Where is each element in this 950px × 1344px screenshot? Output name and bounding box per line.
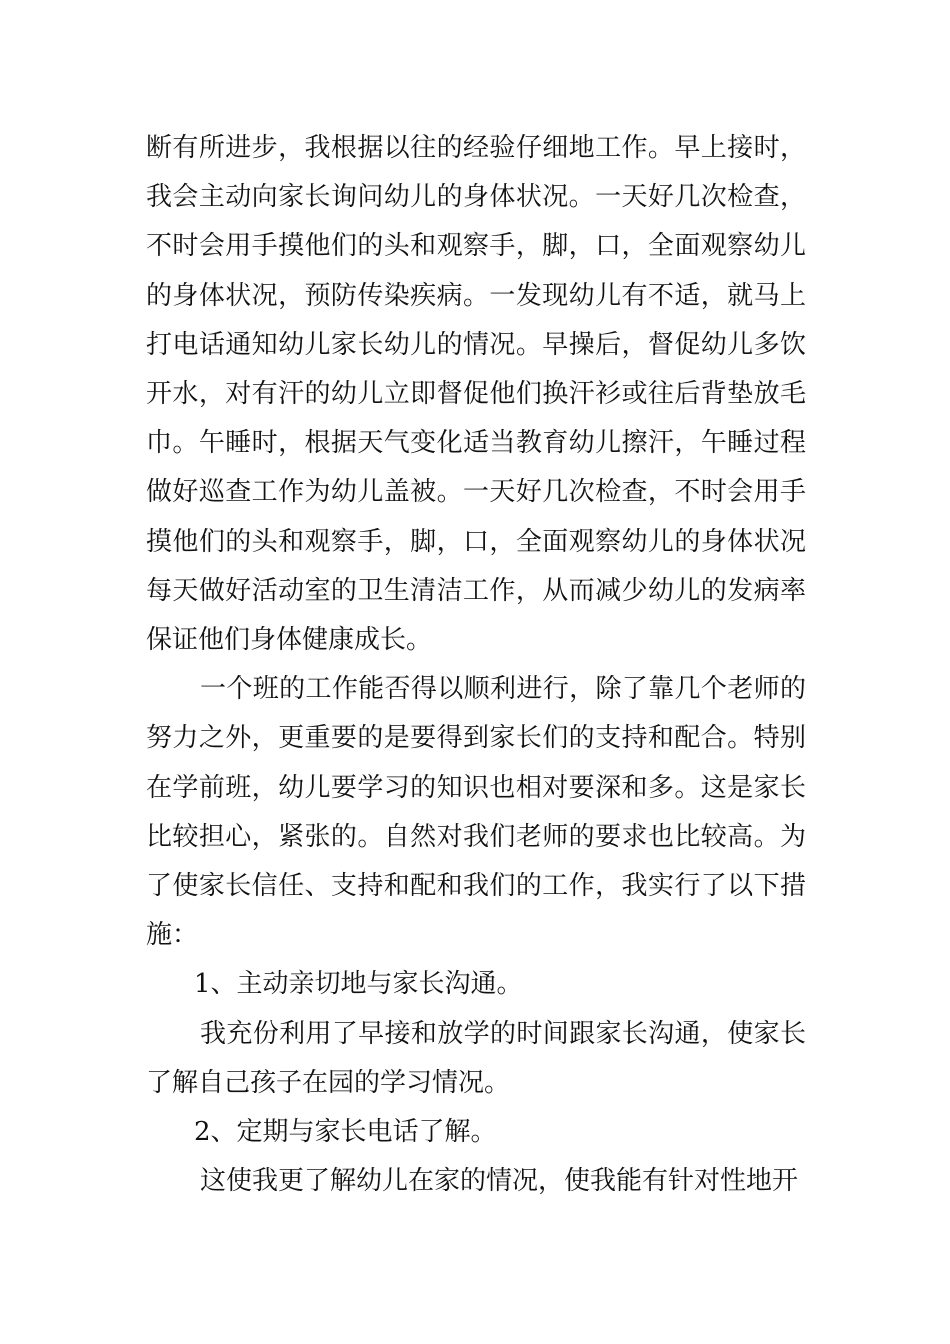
document-body <box>146 124 806 1206</box>
list-item-1-heading: 1、主动亲切地与家长沟通。 <box>194 969 523 1000</box>
paragraph-communication-detail: 我充份利用了早接和放学的时间跟家长沟通，使家长了解自己孩子在园的学习情况。 <box>146 1018 806 1098</box>
paragraph-health-care: 断有所进步，我根据以往的经验仔细地工作。早上接时，我会主动向家长询问幼儿的身体状况。一天好几次检查，不时会用手摸他们的头和观察手，脚，口，全面观察幼儿的身体状况，预防传染疾病。一发现幼儿有不适，就马上打电话通知幼儿家长幼儿的情况。早操后，督促幼儿多饮开水，对有汗的幼儿立即督促他们换汗衫或往后背垫放毛巾。午睡时，根据天气变化适当教育幼儿擦汗，午睡过程做好巡查工作为幼儿盖被。一天好几次检查，不时会用手摸他们的头和观察手，脚，口，全面观察幼儿的身体状况每天做好活动室的卫生清洁工作，从而减少幼儿的发病率保证他们身体健康成长。 <box>146 133 806 656</box>
paragraph-phone-detail: 这使我更了解幼儿在家的情况，使我能有针对性地开 <box>200 1166 799 1197</box>
list-item-2-heading: 2、定期与家长电话了解。 <box>194 1117 497 1148</box>
paragraph-parent-cooperation: 一个班的工作能否得以顺利进行，除了靠几个老师的努力之外，更重要的是要得到家长们的支持和配合。特别在学前班，幼儿要学习的知识也相对要深和多。这是家长比较担心，紧张的。自然对我们老师的要求也比较高。为了使家长信任、支持和配和我们的工作，我实行了以下措施： <box>146 674 806 951</box>
